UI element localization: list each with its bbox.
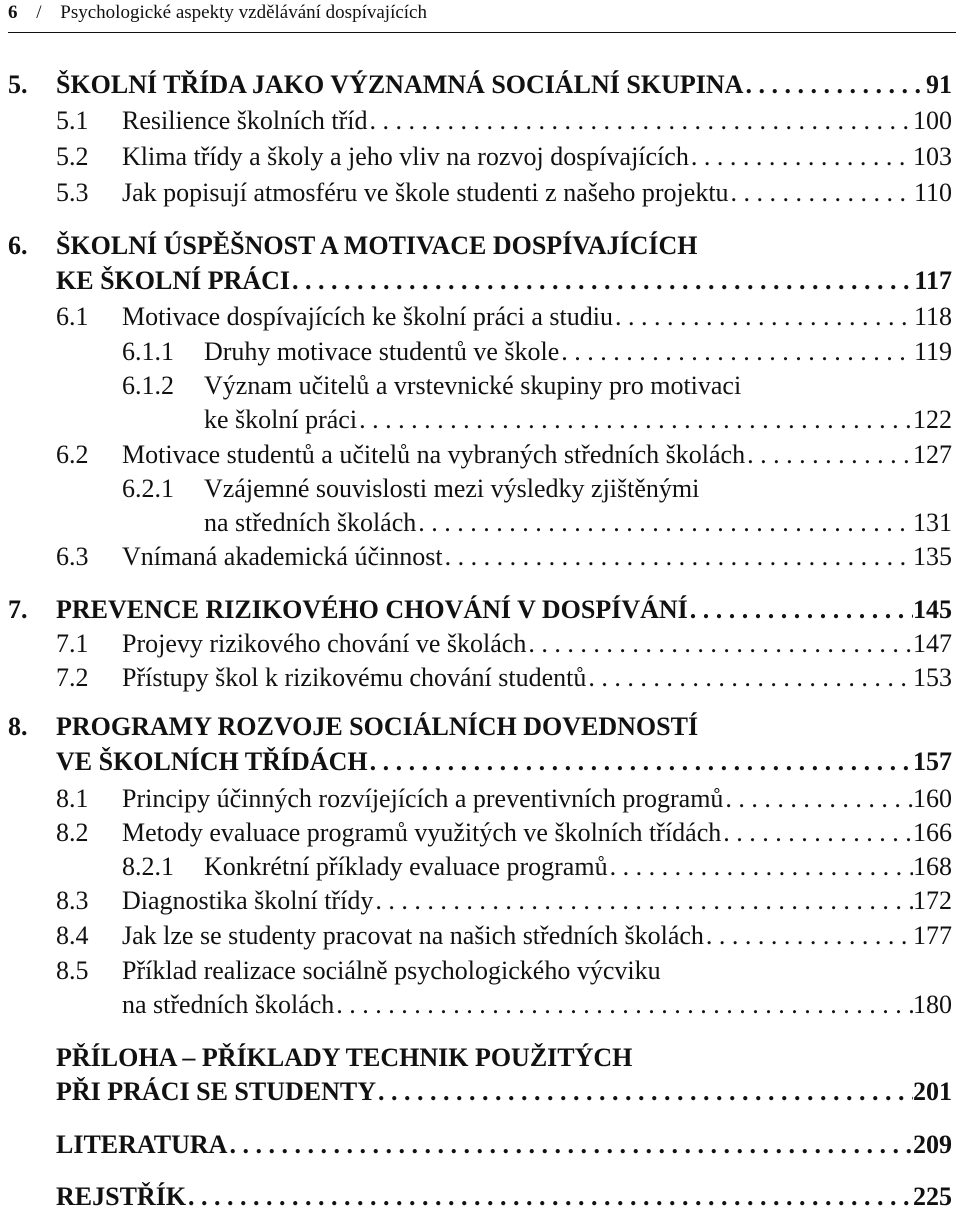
entry-number: 6. [8,231,28,260]
leader-dots [368,104,913,138]
entry-title: Vnímaná akademická účinnost [122,542,443,571]
running-title: Psychologické aspekty vzdělávání dospívajících [60,2,427,23]
toc-entry-5-1[interactable] [0,104,960,138]
entry-page: 166 [913,818,952,847]
leader-dots [376,1075,913,1109]
toc-entry-8-3[interactable] [0,884,960,918]
toc-entry-6-1-1[interactable] [0,335,960,369]
entry-page: 91 [926,70,952,99]
entry-title: Konkrétní příklady evaluace programů [204,852,608,881]
leader-dots [586,661,913,695]
leader-dots [721,816,913,850]
entry-title-line1: Vzájemné souvislosti mezi výsledky zjištěnými [204,474,700,503]
leader-dots [689,140,913,174]
leader-dots [290,264,914,298]
entry-title: REJSTŘÍK [56,1182,187,1211]
leader-dots [723,782,913,816]
entry-title: Klima třídy a školy a jeho vliv na rozvoj dospívajících [122,142,689,171]
leader-dots [357,403,913,437]
entry-title: PREVENCE RIZIKOVÉHO CHOVÁNÍ V DOSPÍVÁNÍ [56,595,688,624]
toc-entry-chapter-8-line1[interactable] [0,710,960,744]
entry-page: 117 [914,266,952,295]
toc-entry-chapter-7[interactable] [0,593,960,627]
entry-page: 119 [913,337,952,366]
toc-entry-8-1[interactable] [0,782,960,816]
entry-title: Motivace studentů a učitelů na vybraných středních školách [122,440,746,469]
entry-number: 8.5 [56,956,89,985]
toc-entry-6-2-1[interactable] [0,506,960,540]
entry-title-line1: Příklad realizace sociálně psychologického výcviku [122,956,661,985]
entry-title: PŘI PRÁCI SE STUDENTY [56,1077,376,1106]
entry-number: 6.2.1 [122,474,174,503]
toc-entry-6-1[interactable] [0,300,960,334]
entry-number: 7. [8,595,28,624]
toc-entry-5-3[interactable] [0,176,960,210]
running-header [8,0,956,33]
entry-number: 7.2 [56,663,89,692]
entry-number: 5.1 [56,106,89,135]
leader-dots [704,919,913,953]
leader-dots [186,1180,913,1214]
entry-title: Projevy rizikového chování ve školách [122,629,527,658]
entry-page: 122 [913,405,952,434]
entry-number: 5. [8,70,28,99]
entry-title: KE ŠKOLNÍ PRÁCI [56,266,291,295]
entry-title: Principy účinných rozvíjejících a preventivních programů [122,784,724,813]
entry-number: 8.2 [56,818,89,847]
entry-page: 177 [913,921,952,950]
toc-entry-appendix-line1[interactable] [0,1041,960,1075]
entry-title: Přístupy škol k rizikovému chování studentů [122,663,587,692]
toc-entry-literature[interactable] [0,1128,960,1162]
entry-title: Motivace dospívajících ke školní práci a studiu [122,302,613,331]
leader-dots [368,745,913,779]
entry-number: 6.1 [56,302,89,331]
leader-dots [608,850,913,884]
entry-page: 160 [913,784,952,813]
leader-dots [688,593,913,627]
entry-title: Metody evaluace programů využitých ve školních třídách [122,818,722,847]
toc-entry-8-2-1[interactable] [0,850,960,884]
entry-number: 6.1.2 [122,371,174,400]
leader-dots [227,1128,913,1162]
toc-entry-8-5[interactable] [0,988,960,1022]
leader-dots [745,438,913,472]
entry-title-line1: Význam učitelů a vrstevnické skupiny pro motivaci [204,371,742,400]
entry-page: 110 [913,178,952,207]
entry-title-line1: ŠKOLNÍ ÚSPĚŠNOST A MOTIVACE DOSPÍVAJÍCÍCH [56,231,698,260]
leader-dots [613,300,914,334]
entry-page: 131 [913,508,952,537]
entry-title: Resilience školních tříd [122,106,368,135]
entry-title-line1: PŘÍLOHA – PŘÍKLADY TECHNIK POUŽITÝCH [56,1043,633,1072]
entry-title: VE ŠKOLNÍCH TŘÍDÁCH [56,747,368,776]
entry-page: 118 [913,302,952,331]
entry-title: LITERATURA [56,1130,228,1159]
toc-entry-index[interactable] [0,1180,960,1214]
header-separator: / [36,2,42,23]
page-number: 6 [8,2,18,23]
entry-number: 5.3 [56,178,89,207]
entry-number: 8.4 [56,921,89,950]
entry-title: ŠKOLNÍ TŘÍDA JAKO VÝZNAMNÁ SOCIÁLNÍ SKUPINA [56,70,744,99]
entry-title: Diagnostika školní třídy [122,886,374,915]
entry-number: 8.1 [56,784,89,813]
entry-number: 5.2 [56,142,89,171]
entry-page: 100 [913,106,952,135]
entry-page: 225 [913,1182,952,1211]
entry-number: 8.2.1 [122,852,174,881]
entry-number: 6.3 [56,542,89,571]
toc-entry-8-4[interactable] [0,919,960,953]
leader-dots [743,68,926,102]
toc-entry-7-1[interactable] [0,627,960,661]
leader-dots [729,176,914,210]
entry-number: 8. [8,712,28,741]
leader-dots [443,540,913,574]
leader-dots [416,506,913,540]
entry-title: Druhy motivace studentů ve škole [204,337,560,366]
entry-page: 147 [913,629,952,658]
entry-title: Jak lze se studenty pracovat na našich středních školách [122,921,704,950]
toc-entry-chapter-6[interactable] [0,264,960,298]
entry-page: 145 [913,595,952,624]
entry-page: 103 [913,142,952,171]
entry-page: 157 [913,747,952,776]
toc-entry-8-5-line1[interactable] [0,954,960,988]
entry-page: 180 [913,990,952,1019]
leader-dots [373,884,913,918]
toc-entry-8-2[interactable] [0,816,960,850]
toc-entry-7-2[interactable] [0,661,960,695]
toc-entry-6-2-1-line1[interactable] [0,472,960,506]
entry-page: 153 [913,663,952,692]
entry-title: ke školní práci [204,405,358,434]
toc-entry-chapter-5[interactable] [0,68,960,102]
toc-entry-6-1-2[interactable] [0,403,960,437]
entry-page: 209 [913,1130,952,1159]
toc-entry-5-2[interactable] [0,140,960,174]
entry-page: 135 [913,542,952,571]
entry-number: 8.3 [56,886,89,915]
toc-entry-6-1-2-line1[interactable] [0,369,960,403]
entry-title: Jak popisují atmosféru ve škole studenti z našeho projektu [122,178,729,207]
entry-number: 7.1 [56,629,89,658]
entry-number: 6.2 [56,440,89,469]
entry-title: na středních školách [204,508,417,537]
leader-dots [334,988,913,1022]
toc-entry-appendix[interactable] [0,1075,960,1109]
leader-dots [526,627,913,661]
leader-dots [559,335,914,369]
toc-entry-chapter-6-line1[interactable] [0,229,960,263]
entry-title: na středních školách [122,990,335,1019]
toc-entry-chapter-8[interactable] [0,745,960,779]
toc-entry-6-3[interactable] [0,540,960,574]
toc-entry-6-2[interactable] [0,438,960,472]
entry-title-line1: PROGRAMY ROZVOJE SOCIÁLNÍCH DOVEDNOSTÍ [56,712,699,741]
entry-page: 127 [913,440,952,469]
entry-page: 168 [913,852,952,881]
entry-page: 201 [913,1077,952,1106]
entry-page: 172 [913,886,952,915]
entry-number: 6.1.1 [122,337,174,366]
